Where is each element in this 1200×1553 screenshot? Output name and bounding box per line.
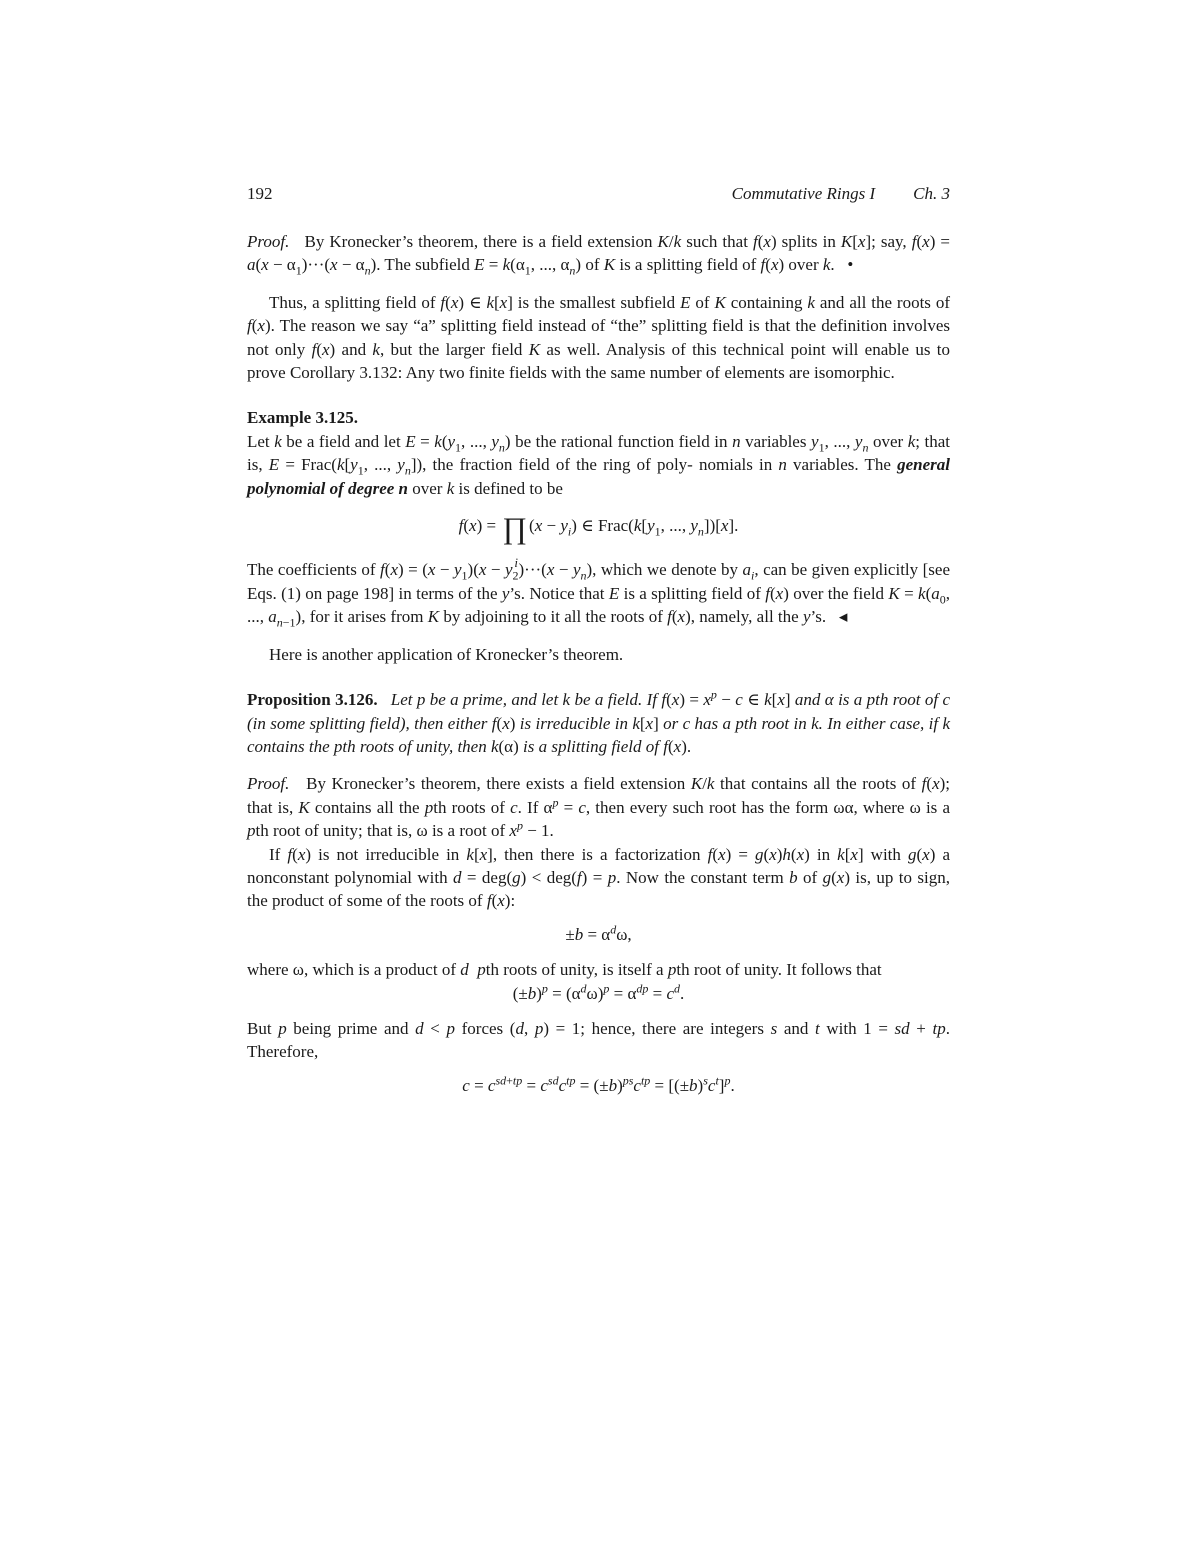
proof-omega-root: where ω, which is a product of d pth roots of unity, is itself a pth root of unity. It follows that xyxy=(247,960,882,980)
proof-label: Proof. xyxy=(247,232,290,251)
example-heading: Example 3.125. xyxy=(247,408,358,428)
running-header xyxy=(247,182,950,208)
display-power-p: $(\pm b)^p = (\alpha^d\omega)^p = \alpha^{dp} = c^d$. xyxy=(512,980,685,1003)
running-title: Commutative Rings I Ch. 3 xyxy=(731,184,950,203)
qed-mark: • xyxy=(847,255,854,275)
proof-proposition: Proof. By Kronecker’s theorem, there exists a field extension K/k that contains all the roots of f(x); that is, K contains all the pth roots of c. If $\alpha^p = c$, then every such root has the form ωα, where ω is a pth root of unity; that is, ω is a root of $x^p - 1$. xyxy=(247,774,950,841)
defined-term: general polynomial of degree n xyxy=(247,455,950,498)
proof-kronecker-splitting: Proof. By Kronecker’s theorem, there is a field extension K/k such that f(x) splits in K[x]; say, $f(x) = a(x - \alpha_1)\cdot\cdot\cdot(x - \alpha_n)$. The subfield $E = k(\alpha_1$, ..., $\alpha_n$) of K is a splitting field of f(x) over k. • xyxy=(247,232,950,278)
display-pm-b: $\pm b = \alpha^d\omega$, xyxy=(565,922,632,944)
proposition-3-126: Proposition 3.126. Let p be a prime, and let k be a field. If $f(x) = x^p - c$ ∈ k[x] and α is a pth root of c (in some splitting field), then either f(x) is irreducible in k[x] or c has a pth root in k. In either case, if k contains the pth roots of unity, then k(α) is a splitting field of f(x). xyxy=(247,687,950,756)
book-page xyxy=(247,182,950,1109)
proposition-label: Proposition 3.126. xyxy=(247,690,378,710)
chapter-label: Ch. 3 xyxy=(913,184,950,203)
paragraph-another-application: Here is another application of Kronecker’s theorem. xyxy=(269,644,624,664)
paragraph-smallest-subfield: Thus, a splitting field of f(x) ∈ k[x] is the smallest subfield E of K containing k and all the roots of f(x). The reason we say “a” splitting field instead of “the” splitting field is that the definition involves not only f(x) and k, but the larger field K as well. Analysis of this technical point will enable us to prove Corollary 3.132: Any two finite fields with the same number of elements are isomorphic. xyxy=(247,292,950,383)
example-body: Let k be a field and let $E = k(y_1$, ..., $y_n$) be the rational function field in n variables $y_1$, ..., $y_n$ over k; that is, $E = Frac(k[y_1$, ..., $y_n$]), the fraction field of the ring of poly- nomials in n variables. The general polynomial of degree n over k is defined to be xyxy=(247,431,951,498)
example-end-mark: ◂ xyxy=(838,607,848,627)
display-c-power: $c = c^{sd+tp} = c^{sd}c^{tp} = (\pm b)^{ps}c^{tp} = [(\pm b)^sc^t]^p$. xyxy=(462,1073,735,1095)
proof-label-2: Proof. xyxy=(247,774,290,794)
proof-coprime: But p being prime and d < p forces (d, p) = 1; hence, there are integers s and t with 1 = sd + tp. Therefore, xyxy=(247,1018,950,1062)
page-number: 192 xyxy=(247,184,273,203)
display-general-polynomial: f(x) = ∏ i $(x - y_i)$ ∈ $Frac(k[y_1$, ..., $y_n])[x]$. xyxy=(458,512,739,571)
example-coefficients: The coefficients of $f(x) = (x - y_1)(x - y_2)\cdot\cdot\cdot(x - y_n)$, which we denote by $a_i$, can be given explicitly [see Eqs. (1) on page 198] in terms of the y’s. Notice that E is a splitting field of f(x) over the field $K = k(a_0$, ..., $a_{n-1}$), for it arises from K by adjoining to it all the roots of f(x), namely, all the y’s. ◂ xyxy=(247,560,950,630)
proof-factorization: If f(x) is not irreducible in k[x], then there is a factorization f(x) = g(x)h(x) in k[x] with g(x) a nonconstant polynomial with d = deg(g) < deg(f) = p. Now the constant term b of g(x) is, up to sign, the product of some of the roots of f(x): xyxy=(247,844,951,911)
